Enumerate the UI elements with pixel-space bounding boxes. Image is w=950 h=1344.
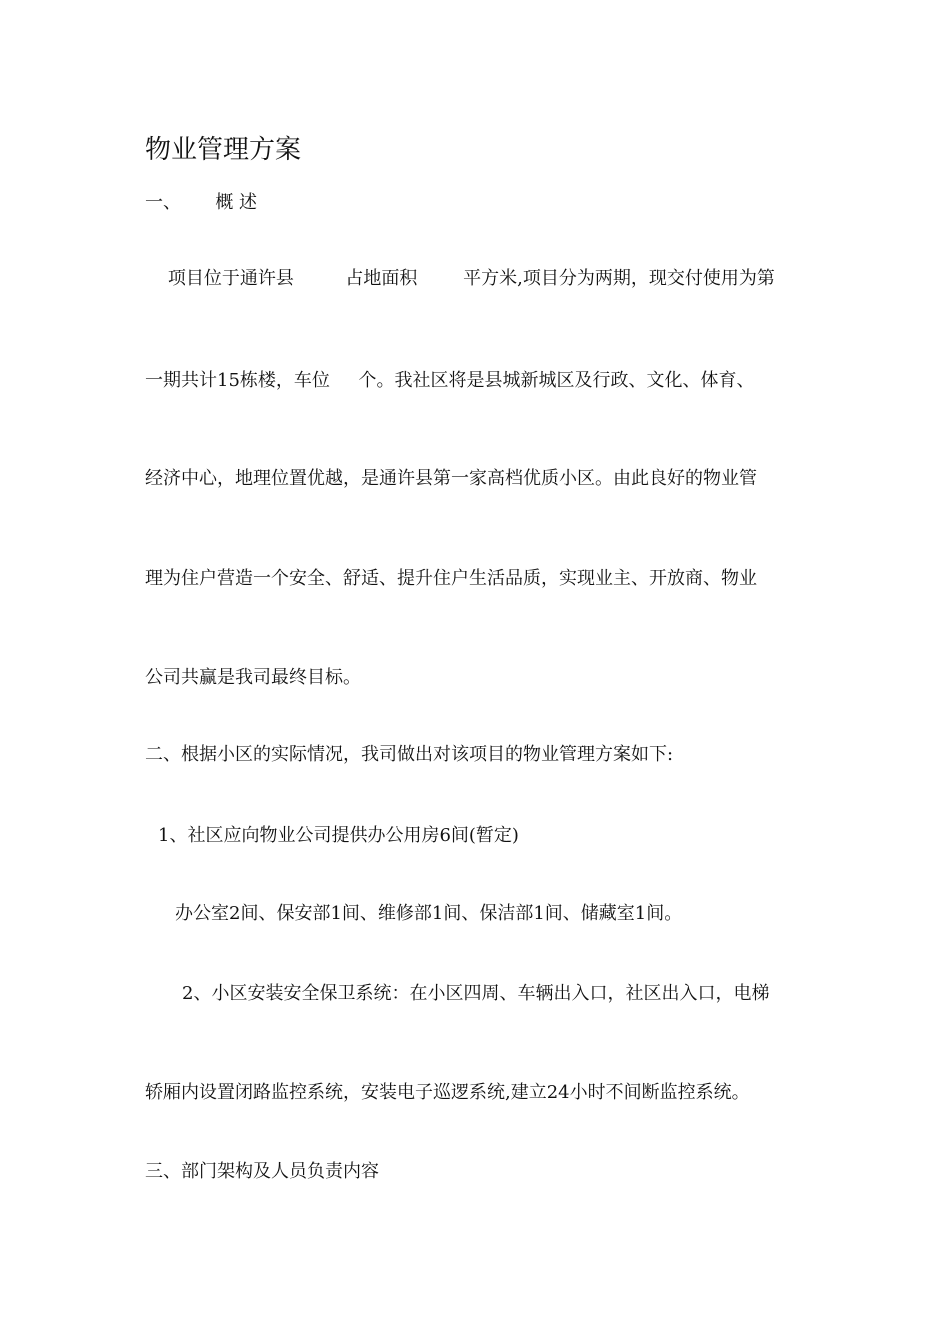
item-2-line-2: 轿厢内设置闭路监控系统，安装电子巡逻系统,建立24小时不间断监控系统。 <box>145 1082 750 1103</box>
section-1-heading: 一、 概 述 <box>145 192 258 213</box>
document-title: 物业管理方案 <box>145 135 302 165</box>
overview-line-4: 理为住户营造一个安全、舒适、提升住户生活品质，实现业主、开放商、物业 <box>145 568 757 589</box>
item-1-title: 1、社区应向物业公司提供办公用房6间(暂定) <box>158 825 519 846</box>
section-2-heading: 二、根据小区的实际情况，我司做出对该项目的物业管理方案如下: <box>145 744 674 765</box>
overview-line-3: 经济中心，地理位置优越，是通许县第一家高档优质小区。由此良好的物业管 <box>145 468 757 489</box>
section-3-heading: 三、部门架构及人员负责内容 <box>145 1161 379 1182</box>
overview-line-5: 公司共赢是我司最终目标。 <box>145 667 361 688</box>
overview-line-2: 一期共计15栋楼，车位 个。我社区将是县城新城区及行政、文化、体育、 <box>145 370 755 391</box>
item-1-detail: 办公室2间、保安部1间、维修部1间、保洁部1间、储藏室1间。 <box>175 903 683 924</box>
overview-line-1: 项目位于通许县 占地面积 平方米,项目分为两期，现交付使用为第 <box>145 268 775 289</box>
item-2-line-1: 2、小区安装安全保卫系统：在小区四周、车辆出入口，社区出入口，电梯 <box>182 983 770 1004</box>
